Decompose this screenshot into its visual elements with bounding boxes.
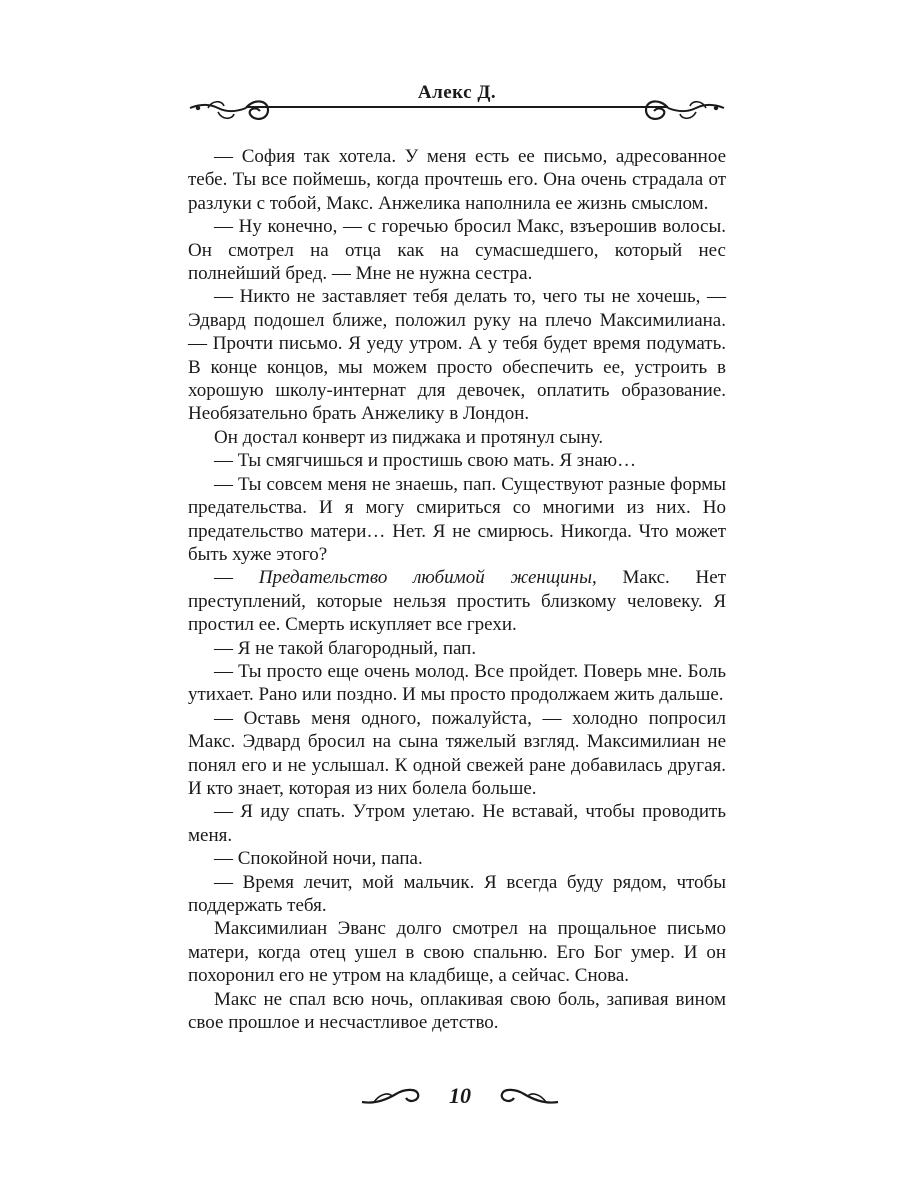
paragraph: — Я не такой благородный, пап.	[214, 637, 477, 659]
paragraph: — Никто не заставляет тебя делать то, чего ты не хочешь, — Эдвард подошел ближе, положил руку на плечо Максимилиана. — Прочти письмо. Я уеду утром. А у тебя будет время подумать. В конце концов, мы можем просто обеспечить ее, устроить в хорошую школу-интернат для девочек, оплатить образование. Необязательно брать Анжелику в Лондон.	[188, 286, 726, 425]
paragraph: Максимилиан Эванс долго смотрел на прощальное письмо матери, когда отец ушел в свою спальню. Его Бог умер. И он похоронил его не утром на кладбище, а сейчас. Снова.	[188, 918, 726, 987]
paragraph: — Ты просто еще очень молод. Все пройдет. Поверь мне. Боль утихает. Рано или поздно. И мы просто продолжаем жить дальше.	[188, 660, 726, 706]
body-text	[188, 145, 726, 1034]
paragraph: — Время лечит, мой мальчик. Я всегда буду рядом, чтобы поддержать тебя.	[188, 871, 726, 916]
paragraph: — Я иду спать. Утром улетаю. Не вставай, чтобы проводить меня.	[188, 801, 726, 846]
dialogue-dash: —	[214, 567, 259, 589]
running-head: Алекс Д.	[417, 82, 497, 103]
paragraph: Он достал конверт из пиджака и протянул сыну.	[214, 426, 604, 448]
paragraph: — Ну конечно, — с горечью бросил Макс, взъерошив волосы. Он смотрел на отца как на сумасшедшего, который нес полнейший бред. — Мне не нужна сестра.	[188, 216, 726, 285]
paragraph: — Спокойной ночи, папа.	[214, 848, 423, 870]
paragraph-rest: , Макс. Нет преступлений, которые нельзя простить близкому человеку. Я простил ее. Смерть искупляет все грехи.	[188, 567, 726, 636]
header-rule	[246, 106, 668, 108]
page-footer	[360, 1080, 560, 1116]
paragraph: — Оставь меня одного, пожалуйста, — холодно попросил Макс. Эдвард бросил на сына тяжелый взгляд. Максимилиан не понял его и не услышал. К одной свежей ране добавилась другая. И кто знает, которая из них болела больше.	[188, 707, 726, 799]
paragraph: — София так хотела. У меня есть ее письмо, адресованное тебе. Ты все поймешь, когда прочтешь его. Она очень страдала от разлуки с тобой, Макс. Анжелика наполнила ее жизнь смыслом.	[188, 146, 726, 214]
paragraph-with-italic	[188, 566, 726, 636]
right-flourish-ornament	[642, 94, 726, 128]
paragraph: — Ты совсем меня не знаешь, пап. Существуют разные формы предательства. И я могу смириться со многими из них. Но предательство матери… Нет. Я не смирюсь. Никогда. Что может быть хуже этого?	[188, 473, 726, 565]
paragraph: Макс не спал всю ночь, оплакивая свою боль, запивая вином свое прошлое и несчастливое детство.	[188, 988, 726, 1034]
italic-phrase: Предательство любимой женщины	[258, 567, 592, 589]
page-number: 10	[449, 1083, 471, 1108]
paragraph: — Ты смягчишься и простишь свою мать. Я знаю…	[214, 450, 637, 472]
footer-right-flourish-ornament	[498, 1082, 560, 1112]
page-header	[188, 78, 726, 132]
